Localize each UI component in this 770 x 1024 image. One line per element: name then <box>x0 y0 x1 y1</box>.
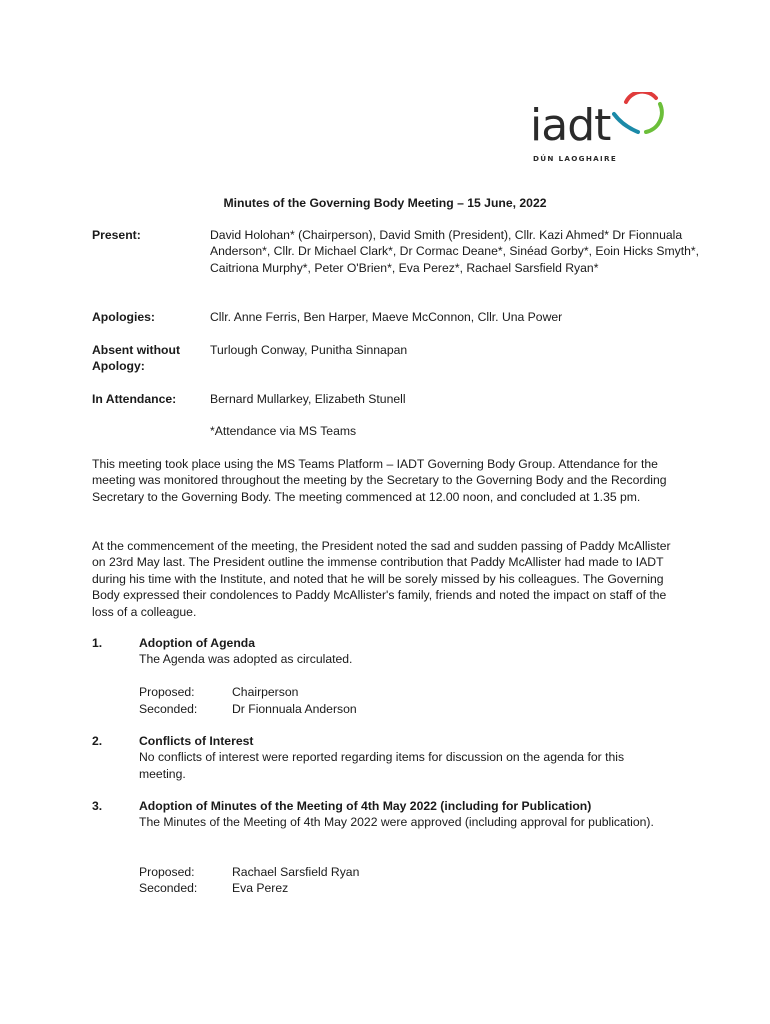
proposed-label: Proposed: <box>139 865 195 879</box>
proposed-value: Rachael Sarsfield Ryan <box>232 865 360 879</box>
present-value: David Holohan* (Chairperson), David Smith (President), Cllr. Kazi Ahmed* Dr Fionnuala Anderson*, Cllr. Dr Michael Clark*, Dr Cormac Deane*, Sinéad Gorby*, Eoin Hicks Smyth*, Caitriona Murphy*, Peter O'Brien*, Eva Perez*, Rachael Sarsfield Ryan* <box>210 228 700 275</box>
document-title-text: Minutes of the Governing Body Meeting – 15 June, 2022 <box>223 196 547 210</box>
apologies-value: Cllr. Anne Ferris, Ben Harper, Maeve McConnon, Cllr. Una Power <box>210 310 563 324</box>
absent-value: Turlough Conway, Punitha Sinnapan <box>210 343 408 357</box>
logo-subtitle: DÚN LAOGHAIRE <box>533 154 618 163</box>
seconded-value: Dr Fionnuala Anderson <box>232 702 357 716</box>
item-number: 2. <box>92 734 103 748</box>
logo-swoosh-icon <box>612 92 666 140</box>
item-body: The Minutes of the Meeting of 4th May 2022 were approved (including approval for publication). <box>139 815 654 830</box>
in-attendance-label: In Attendance: <box>92 392 177 406</box>
present-label: Present: <box>92 228 141 242</box>
seconded-label: Seconded: <box>139 702 198 716</box>
proposed-label: Proposed: <box>139 685 195 699</box>
item-heading: Adoption of Minutes of the Meeting of 4th May 2022 (including for Publication) <box>139 799 592 813</box>
in-attendance-value: Bernard Mullarkey, Elizabeth Stunell <box>210 392 406 406</box>
item-body: No conflicts of interest were reported regarding items for discussion on the agenda for this meeting. <box>139 750 625 781</box>
document-title <box>0 195 770 211</box>
item-number: 1. <box>92 636 103 650</box>
proposed-value: Chairperson <box>232 685 299 699</box>
item-body: The Agenda was adopted as circulated. <box>139 652 353 667</box>
logo-wordmark: iadt <box>530 100 611 151</box>
attendance-note: *Attendance via MS Teams <box>210 424 357 438</box>
seconded-value: Eva Perez <box>232 881 289 895</box>
item-heading: Conflicts of Interest <box>139 734 254 748</box>
item-number: 3. <box>92 799 103 813</box>
iadt-logo <box>528 92 668 167</box>
apologies-label: Apologies: <box>92 310 155 324</box>
condolence-paragraph: At the commencement of the meeting, the President noted the sad and sudden passing of Paddy McAllister on 23rd May last. The President outline the immense contribution that Paddy McAllister had made to IADT during his time with the Institute, and noted that he will be sorely missed by his colleagues. The Governing Body expressed their condolences to Paddy McAllister's family, friends and noted the impact on staff of the loss of a colleague. <box>92 539 671 619</box>
meeting-platform-paragraph: This meeting took place using the MS Teams Platform – IADT Governing Body Group. Attendance for the meeting was monitored throughout the meeting by the Secretary to the Governing Body and the Recording Secretary to the Governing Body. The meeting commenced at 12.00 noon, and concluded at 1.35 pm. <box>92 457 667 504</box>
absent-label: Absent without Apology: <box>92 343 181 374</box>
seconded-label: Seconded: <box>139 881 198 895</box>
item-heading: Adoption of Agenda <box>139 636 255 650</box>
